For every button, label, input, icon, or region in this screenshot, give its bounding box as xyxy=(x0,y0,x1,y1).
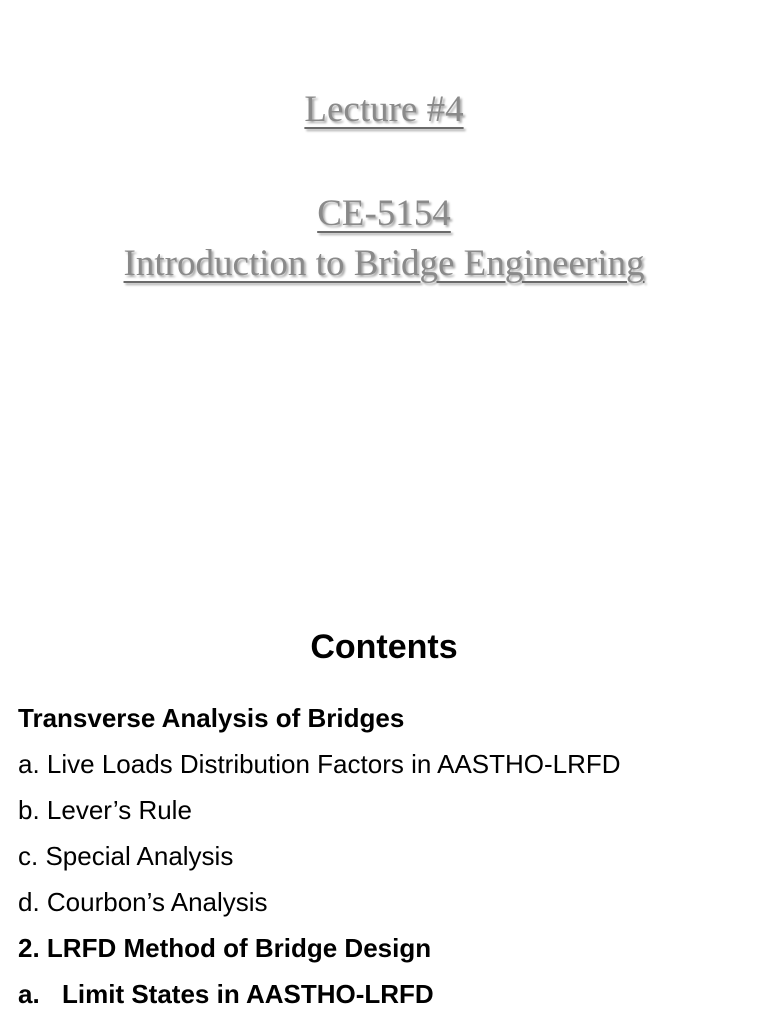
contents-item-text: Limit States in AASTHO-LRFD xyxy=(62,979,434,1009)
contents-item-label: a. xyxy=(18,979,40,1009)
contents-item-special-analysis: c. Special Analysis xyxy=(18,841,234,871)
contents-item-lrfd-method: 2. LRFD Method of Bridge Design xyxy=(18,933,432,963)
lecture-title: Lecture #4 xyxy=(304,89,464,130)
contents-item-levers-rule: b. Lever’s Rule xyxy=(18,795,192,825)
contents-item-transverse-analysis: Transverse Analysis of Bridges xyxy=(18,703,405,733)
contents-item-courbons-analysis: d. Courbon’s Analysis xyxy=(18,887,268,917)
course-name: Introduction to Bridge Engineering xyxy=(123,243,645,284)
contents-heading: Contents xyxy=(310,628,458,666)
course-code: CE-5154 xyxy=(317,193,451,234)
contents-item-live-loads: a. Live Loads Distribution Factors in AASTHO-LRFD xyxy=(18,749,621,779)
contents-item-limit-states xyxy=(18,978,434,1010)
contents-slide xyxy=(0,600,768,1024)
